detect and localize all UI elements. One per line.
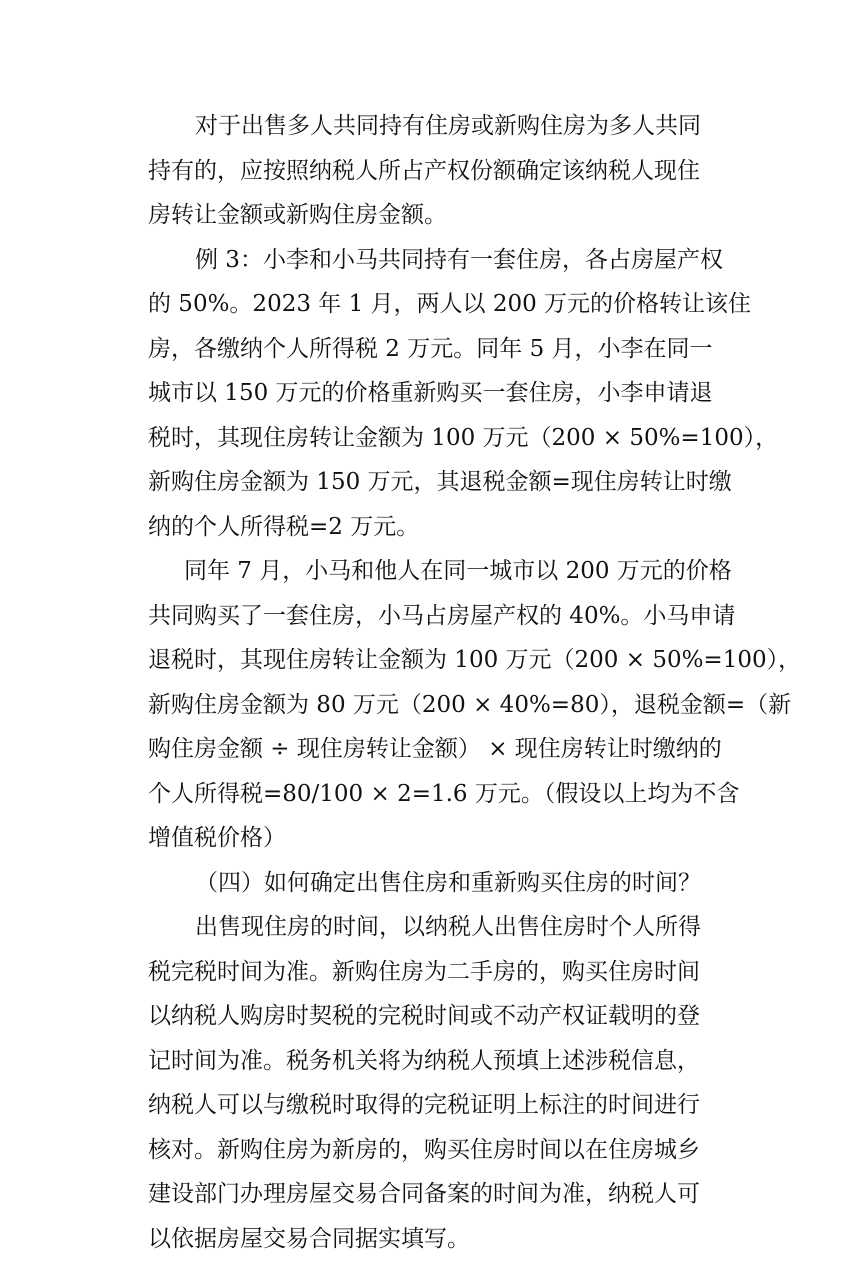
- section-heading-4: [148, 861, 708, 906]
- text-line: 房，各缴纳个人所得税 2 万元。同年 5 月，小李在同一: [148, 327, 708, 372]
- text-line: 纳的个人所得税=2 万元。: [148, 505, 708, 550]
- text-line: 的 50%。2023 年 1 月，两人以 200 万元的价格转让该住: [148, 282, 708, 327]
- text-line: 出售现住房的时间，以纳税人出售住房时个人所得: [148, 905, 708, 950]
- document-body: [148, 104, 708, 1261]
- text-line: 以依据房屋交易合同据实填写。: [148, 1217, 708, 1261]
- text-line: 例 3：小李和小马共同持有一套住房，各占房屋产权: [148, 238, 708, 283]
- text-line: 个人所得税=80/100 × 2=1.6 万元。（假设以上均为不含: [148, 772, 708, 817]
- text-line: 房转让金额或新购住房金额。: [148, 193, 708, 238]
- text-line: 持有的，应按照纳税人所占产权份额确定该纳税人现住: [148, 149, 708, 194]
- text-line: 增值税价格）: [148, 816, 708, 861]
- text-line: 退税时，其现住房转让金额为 100 万元（200 × 50%=100），: [148, 638, 708, 683]
- text-line: 以纳税人购房时契税的完税时间或不动产权证载明的登: [148, 994, 708, 1039]
- paragraph-timing: [148, 905, 708, 1261]
- text-line: 新购住房金额为 150 万元，其退税金额=现住房转让时缴: [148, 460, 708, 505]
- text-line: 纳税人可以与缴税时取得的完税证明上标注的时间进行: [148, 1083, 708, 1128]
- text-line: 税完税时间为准。新购住房为二手房的，购买住房时间: [148, 950, 708, 995]
- text-line: 同年 7 月，小马和他人在同一城市以 200 万元的价格: [148, 549, 708, 594]
- text-line: 购住房金额 ÷ 现住房转让金额） × 现住房转让时缴纳的: [148, 727, 708, 772]
- text-line: 税时，其现住房转让金额为 100 万元（200 × 50%=100），: [148, 416, 708, 461]
- paragraph-example-3: [148, 238, 708, 550]
- text-line: 城市以 150 万元的价格重新购买一套住房，小李申请退: [148, 371, 708, 416]
- text-line: 核对。新购住房为新房的，购买住房时间以在住房城乡: [148, 1128, 708, 1173]
- section-heading: （四）如何确定出售住房和重新购买住房的时间？: [148, 861, 708, 906]
- paragraph-example-3-continued: [148, 549, 708, 861]
- text-line: 记时间为准。税务机关将为纳税人预填上述涉税信息，: [148, 1039, 708, 1084]
- text-line: 对于出售多人共同持有住房或新购住房为多人共同: [148, 104, 708, 149]
- text-line: 建设部门办理房屋交易合同备案的时间为准，纳税人可: [148, 1172, 708, 1217]
- text-line: 新购住房金额为 80 万元（200 × 40%=80），退税金额=（新: [148, 683, 708, 728]
- text-line: 共同购买了一套住房，小马占房屋产权的 40%。小马申请: [148, 594, 708, 639]
- paragraph-shared-ownership: [148, 104, 708, 238]
